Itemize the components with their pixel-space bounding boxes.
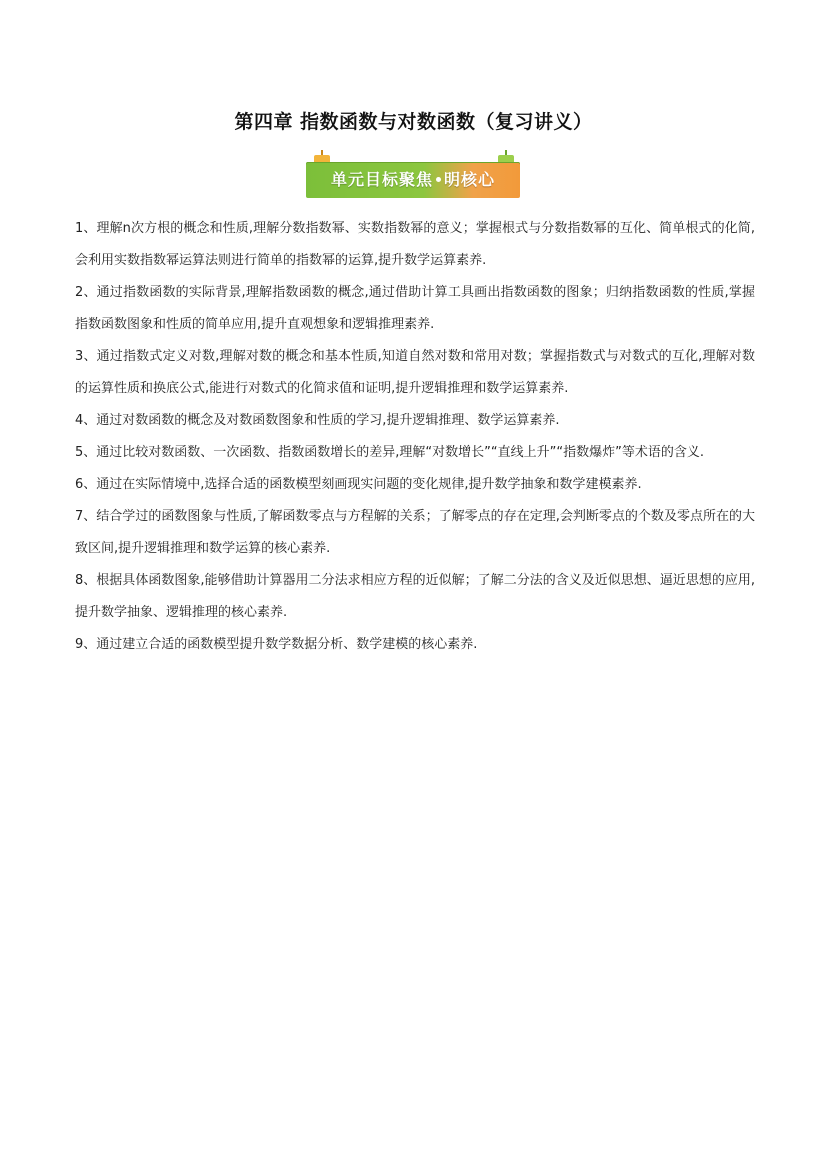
banner-label: [306, 162, 520, 198]
list-item: 3、通过指数式定义对数,理解对数的概念和基本性质,知道自然对数和常用对数；掌握指数式与对数式的互化,理解对数的运算性质和换底公式,能进行对数式的化简求值和证明,提升逻辑推理和数学运算素养.: [75, 349, 755, 396]
list-item: 4、通过对数函数的概念及对数函数图象和性质的学习,提升逻辑推理、数学运算素养.: [75, 413, 560, 428]
list-item: 2、通过指数函数的实际背景,理解指数函数的概念,通过借助计算工具画出指数函数的图象；归纳指数函数的性质,掌握指数函数图象和性质的简单应用,提升直观想象和逻辑推理素养.: [75, 285, 755, 332]
objectives-list: [75, 213, 755, 661]
list-item: 6、通过在实际情境中,选择合适的函数模型刻画现实问题的变化规律,提升数学抽象和数学建模素养.: [75, 477, 642, 492]
list-item: 7、结合学过的函数图象与性质,了解函数零点与方程解的关系；了解零点的存在定理,会判断零点的个数及零点所在的大致区间,提升逻辑推理和数学运算的核心素养.: [75, 509, 755, 556]
banner-right-text: 明核心: [444, 170, 496, 189]
list-item: 5、通过比较对数函数、一次函数、指数函数增长的差异,理解“对数增长”“直线上升”“指数爆炸”等术语的含义.: [75, 445, 704, 460]
page-title: 第四章 指数函数与对数函数（复习讲义）: [234, 111, 593, 133]
list-item: 1、理解n次方根的概念和性质,理解分数指数幂、实数指数幂的意义；掌握根式与分数指数幂的互化、简单根式的化简,会利用实数指数幂运算法则进行简单的指数幂的运算,提升数学运算素养.: [75, 221, 755, 268]
list-item: 8、根据具体函数图象,能够借助计算器用二分法求相应方程的近似解；了解二分法的含义及近似思想、逼近思想的应用,提升数学抽象、逻辑推理的核心素养.: [75, 573, 755, 620]
list-item: 9、通过建立合适的函数模型提升数学数据分析、数学建模的核心素养.: [75, 637, 478, 652]
section-banner: [306, 150, 520, 200]
banner-left-text: 单元目标聚焦: [330, 170, 433, 189]
banner-dot-icon: [436, 177, 441, 182]
